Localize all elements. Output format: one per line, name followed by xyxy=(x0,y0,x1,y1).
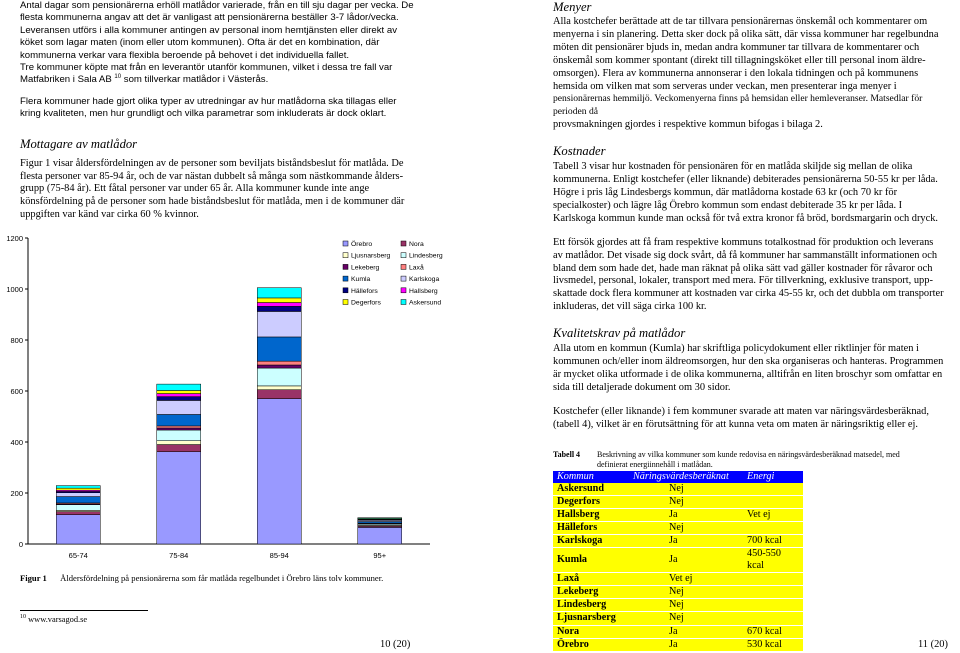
bar-segment xyxy=(56,505,100,511)
cell-kommun: Kumla xyxy=(553,548,629,573)
table-row xyxy=(553,548,803,573)
text-line: specialkoster) och lägre låg Örebro kommun som endast debiterade 35 kr per låda. I xyxy=(553,199,903,211)
footnote-reference[interactable]: 10 xyxy=(114,74,122,81)
x-tick-label: 85-94 xyxy=(269,551,289,560)
table-row xyxy=(553,508,803,521)
text-line: kommunerna. Enligt kostchefer (eller liknande) debiterades pensionärerna 50-55 kr per låda. xyxy=(553,174,938,186)
text-line: uppgiften var känd var cirka 60 % kvinnor. xyxy=(20,209,199,221)
legend-swatch xyxy=(401,253,406,258)
text-line: livsmedel, personal, lokaler, transport med mera. För tillverkning, exklusive transport, upp- xyxy=(553,275,933,287)
section-heading-kostnader: Kostnader xyxy=(553,144,606,159)
bar-segment xyxy=(257,390,301,399)
bar-segment xyxy=(157,441,201,445)
table-header-row xyxy=(553,471,803,483)
cell-energi xyxy=(743,573,803,586)
cell-naringsvarde: Ja xyxy=(629,535,743,548)
bar-segment xyxy=(157,400,201,414)
legend-swatch xyxy=(343,288,348,293)
bar-segment xyxy=(358,527,402,544)
bar-segment xyxy=(358,518,402,519)
text-line: kring kvaliteten, men hur grundligt och vilka parametrar som inkluderats är dock oklart. xyxy=(20,108,387,120)
cell-energi: 700 kcal xyxy=(743,535,803,548)
footnote-text: www.varsagod.se xyxy=(26,615,88,624)
bar-segment xyxy=(257,303,301,307)
cell-naringsvarde: Vet ej xyxy=(629,573,743,586)
legend-label: Hällefors xyxy=(351,287,378,295)
table-row xyxy=(553,521,803,534)
text-line: önskemål som kommer spontant (direkt till tillagningsköket eller till personal inom äldre- xyxy=(553,54,926,66)
bar-segment xyxy=(157,394,201,397)
cell-energi xyxy=(743,495,803,508)
text-line: bland dem som hade det, hade man räknat på olika sätt vad gäller kostnader för råvaror och xyxy=(553,262,933,274)
text-line: Karlskoga kommun kunde man också för två extra kronor få bröd, bordsmargarin och dryck. xyxy=(553,212,939,224)
text-line: Ett försök gjordes att få fram respektive kommuns totalkostnad för produktion och leverans xyxy=(553,236,934,248)
cell-kommun: Lekeberg xyxy=(553,586,629,599)
bar-segment xyxy=(157,428,201,430)
intro-paragraph xyxy=(20,0,485,87)
table-row xyxy=(553,638,803,651)
bar-segment xyxy=(56,488,100,490)
legend-label: Ljusnarsberg xyxy=(351,252,391,260)
footnote-divider xyxy=(20,610,148,611)
cell-naringsvarde: Ja xyxy=(629,625,743,638)
bar-segment xyxy=(257,399,301,544)
bar-segment xyxy=(157,426,201,428)
section-heading-mottagare: Mottagare av matlådor xyxy=(20,136,138,151)
legend-swatch xyxy=(401,288,406,293)
text-line: skattade dock flera kommuner att kostnaden var cirka 45-55 kr, och det dubbla om transporter xyxy=(553,288,944,300)
paragraph-utredningar xyxy=(20,96,485,121)
text-line: provsmakningen gjordes i respektive kommun bifogas i bilaga 2. xyxy=(553,119,823,131)
text-line: hemsida om vilken mat som serveras under veckan, men presenterar inga menyer i xyxy=(553,80,897,92)
table-row xyxy=(553,612,803,625)
bar-segment xyxy=(257,368,301,386)
bar-segment xyxy=(157,430,201,441)
legend-label: Degerfors xyxy=(351,299,381,307)
text-line: kommunen och/eller inom äldreomsorgen, hur den ska organiseras och hanteras. Programmen xyxy=(553,356,944,368)
table-caption xyxy=(553,450,951,470)
cell-naringsvarde: Nej xyxy=(629,521,743,534)
bar-segment xyxy=(257,288,301,298)
cell-naringsvarde: Nej xyxy=(629,599,743,612)
text-line: könsfördelning på de personer som hade biståndsbeslut för matlåda, men i de kommuner där xyxy=(20,196,405,208)
y-tick-label: 200 xyxy=(10,489,23,498)
cell-kommun: Askersund xyxy=(553,483,629,496)
bar-segment xyxy=(257,365,301,368)
left-page xyxy=(20,0,485,222)
table-label: Tabell 4 xyxy=(553,449,581,459)
legend-swatch xyxy=(401,264,406,269)
bar-segment xyxy=(157,384,201,390)
text-line: sida till detaljerade dokument om 30 sidor. xyxy=(553,381,731,393)
bar-segment xyxy=(157,390,201,393)
table-caption-text xyxy=(597,450,900,470)
cell-energi xyxy=(743,521,803,534)
cell-kommun: Karlskoga xyxy=(553,535,629,548)
table-body xyxy=(553,483,803,652)
text-line: grupp (75-84 år). Ett fåtal personer var under 65 år. Alla kommuner kunde inte ange xyxy=(20,183,370,195)
text-line: möten dit pensionärer bjuds in, medan andra kommuner tar tillvara de kommentarer och xyxy=(553,41,920,53)
legend-label: Nora xyxy=(409,241,424,248)
cell-kommun: Ljusnarsberg xyxy=(553,612,629,625)
cell-kommun: Lindesberg xyxy=(553,599,629,612)
text-line: (tabell 4), vilket är en förutsättning för att kunna veta om maten är näringsriktig eller ej. xyxy=(553,418,918,430)
cell-energi xyxy=(743,586,803,599)
bar-segment xyxy=(257,386,301,390)
text-line: av matlådor. Det visade sig dock svårt, då få kommuner har sammanställt informationen och xyxy=(553,249,938,261)
legend-swatch xyxy=(401,276,406,281)
table-row xyxy=(553,573,803,586)
bar-segment xyxy=(56,486,100,489)
cell-naringsvarde: Ja xyxy=(629,638,743,651)
legend-label: Laxå xyxy=(409,264,424,272)
text-line: Antal dagar som pensionärerna erhöll matlådor varierade, från en till sju dagar per vecka. De xyxy=(20,0,414,11)
text-line: är mycket olika utformade i de olika kommunerna, alltifrån en liten broschyr som omfattar en xyxy=(553,368,943,380)
y-tick-label: 600 xyxy=(10,387,23,396)
text-line: Flera kommuner hade gjort olika typer av utredningar av hur matlådorna ska tillagas eller xyxy=(20,95,397,107)
cell-naringsvarde: Ja xyxy=(629,508,743,521)
paragraph-naringsvarde xyxy=(553,406,951,432)
y-tick-label: 1000 xyxy=(6,285,23,294)
bar-segment xyxy=(56,497,100,503)
text-line: Alla utom en kommun (Kumla) har skriftliga policydokument eller riktlinjer för maten i xyxy=(553,343,919,355)
cell-kommun: Nora xyxy=(553,625,629,638)
text-line: inkluderas, det vill säga cirka 100 kr. xyxy=(553,301,707,313)
legend-label: Kumla xyxy=(351,276,371,284)
legend-swatch xyxy=(343,276,348,281)
paragraph-kostnader xyxy=(553,161,951,226)
x-tick-label: 75-84 xyxy=(169,551,189,560)
bar-segment xyxy=(257,337,301,361)
legend-swatch xyxy=(343,253,348,258)
header-naringsvarde: Näringsvärdesberäknat xyxy=(629,471,743,483)
paragraph-menyer xyxy=(553,16,951,132)
text-line: flesta personer var 85-94 år, och de var nästan dubbelt så många som nästkommande ålders- xyxy=(20,170,404,182)
cell-energi xyxy=(743,483,803,496)
table-energy xyxy=(553,471,803,652)
bar-segment xyxy=(157,414,201,425)
figure-label: Figur 1 xyxy=(20,573,47,583)
cell-kommun: Hallsberg xyxy=(553,508,629,521)
footnote xyxy=(20,615,87,624)
table-caption-line: Beskrivning av vilka kommuner som kunde redovisa en näringsvärdesberäknad matsedel, med xyxy=(597,449,900,459)
text-line: Högre i pris låg Lindesbergs kommun, där matlådorna kostade 63 kr (och 70 kr för xyxy=(553,186,898,198)
table-row xyxy=(553,483,803,496)
section-heading-kvalitetskrav: Kvalitetskrav på matlådor xyxy=(553,326,686,341)
text-line: köket som lagar maten (inom eller utom kommunen). Ofta är det en kombination, där xyxy=(20,37,380,49)
bar-segment xyxy=(56,493,100,497)
cell-energi: 530 kcal xyxy=(743,638,803,651)
table-row xyxy=(553,495,803,508)
y-tick-label: 800 xyxy=(10,336,23,345)
table-caption-line: definierat energiinnehåll i matlådan. xyxy=(597,459,713,469)
table-row xyxy=(553,599,803,612)
x-tick-label: 65-74 xyxy=(68,551,88,560)
age-distribution-chart xyxy=(0,232,470,574)
bar-segment xyxy=(157,445,201,452)
cell-naringsvarde: Nej xyxy=(629,483,743,496)
cell-energi: Vet ej xyxy=(743,508,803,521)
figure-caption-text: Åldersfördelning på pensionärerna som får matlåda regelbundet i Örebro läns tolv kommuner. xyxy=(60,573,384,583)
bar-segment xyxy=(257,311,301,337)
text-line: omsorgen). Flera av kommunerna annonserar i den lokala tidningen och på kommunens xyxy=(553,67,919,79)
y-tick-label: 0 xyxy=(18,540,23,549)
legend-swatch xyxy=(401,300,406,305)
table-row xyxy=(553,625,803,638)
y-tick-label: 1200 xyxy=(6,234,23,243)
text-line: Figur 1 visar åldersfördelningen av de personer som beviljats biståndsbeslut för matlåda. De xyxy=(20,157,404,169)
bar-segment xyxy=(257,306,301,311)
cell-kommun: Laxå xyxy=(553,573,629,586)
text-line: flesta kommunerna angav att det är vanligast att pensionärerna beställer 3-7 lådor/vecka. xyxy=(20,12,399,24)
legend-label: Hallsberg xyxy=(409,287,438,295)
figure-caption xyxy=(20,573,383,583)
bar-segment xyxy=(257,361,301,365)
text-fragment: som tillverkar matlådor i Västerås. xyxy=(123,74,269,86)
legend-swatch xyxy=(343,300,348,305)
text-line: Leveransen utförs i alla kommuner antingen av personal inom hemtjänsten eller direkt av xyxy=(20,24,398,36)
table-row xyxy=(553,535,803,548)
section-heading-menyer: Menyer xyxy=(553,0,592,14)
text-line: Alla kostchefer berättade att de tar tillvara pensionärernas önskemål och kommentarer om xyxy=(553,16,928,27)
right-page xyxy=(553,0,951,652)
text-line: pensionärernas hemmiljö. Veckomenyerna finns på hemsidan eller hemleveranser. Matsedlar för perioden då xyxy=(553,93,923,118)
text-line: Tabell 3 visar hur kostnaden för pensionären för en matlåda skiljde sig mellan de olika xyxy=(553,161,913,173)
x-tick-label: 95+ xyxy=(373,551,387,560)
paragraph-mottagare xyxy=(20,158,485,223)
bar-segment xyxy=(56,512,100,515)
paragraph-kvalitetskrav xyxy=(553,343,951,395)
cell-naringsvarde: Nej xyxy=(629,612,743,625)
bar-segment xyxy=(56,515,100,544)
cell-kommun: Hällefors xyxy=(553,521,629,534)
bar-segment xyxy=(157,452,201,544)
legend-label: Askersund xyxy=(409,299,442,307)
y-tick-label: 400 xyxy=(10,438,23,447)
cell-energi xyxy=(743,612,803,625)
text-line: Tre kommuner köpte mat från en leverantör utanför kommunen, vilket i dessa tre fall var xyxy=(20,62,393,74)
legend-label: Lekeberg xyxy=(351,264,380,272)
cell-energi: 670 kcal xyxy=(743,625,803,638)
legend-swatch xyxy=(343,241,348,246)
header-energi: Energi xyxy=(743,471,803,483)
page-number-right: 11 (20) xyxy=(918,639,948,650)
legend-label: Karlskoga xyxy=(409,276,440,284)
cell-kommun: Degerfors xyxy=(553,495,629,508)
text-line: menyerna i sin planering. Detta sker dock på olika sätt, där vissa kommuner har regelbundna xyxy=(553,28,939,40)
page-number-left: 10 (20) xyxy=(380,639,411,650)
legend-swatch xyxy=(343,264,348,269)
footnote-number: 10 xyxy=(20,614,26,621)
cell-energi xyxy=(743,599,803,612)
cell-energi: 450-550 kcal xyxy=(743,548,803,573)
header-kommun: Kommun xyxy=(553,471,629,483)
cell-naringsvarde: Nej xyxy=(629,495,743,508)
text-line: kommunerna verkar vara flexibla beroende på behovet i det individuella fallet. xyxy=(20,49,350,61)
bar-segment xyxy=(157,397,201,401)
legend-swatch xyxy=(401,241,406,246)
legend-label: Lindesberg xyxy=(409,252,443,260)
paragraph-totalkostnad xyxy=(553,237,951,314)
table-row xyxy=(553,586,803,599)
cell-naringsvarde: Ja xyxy=(629,548,743,573)
text-fragment: Matfabriken i Sala AB xyxy=(20,74,112,86)
text-line: Kostchefer (eller liknande) i fem kommuner svarade att maten var näringsvärdesberäknad, xyxy=(553,405,929,417)
cell-naringsvarde: Nej xyxy=(629,586,743,599)
cell-kommun: Örebro xyxy=(553,638,629,651)
legend-label: Örebro xyxy=(351,241,373,248)
bar-segment xyxy=(257,298,301,303)
text-line xyxy=(20,74,485,86)
